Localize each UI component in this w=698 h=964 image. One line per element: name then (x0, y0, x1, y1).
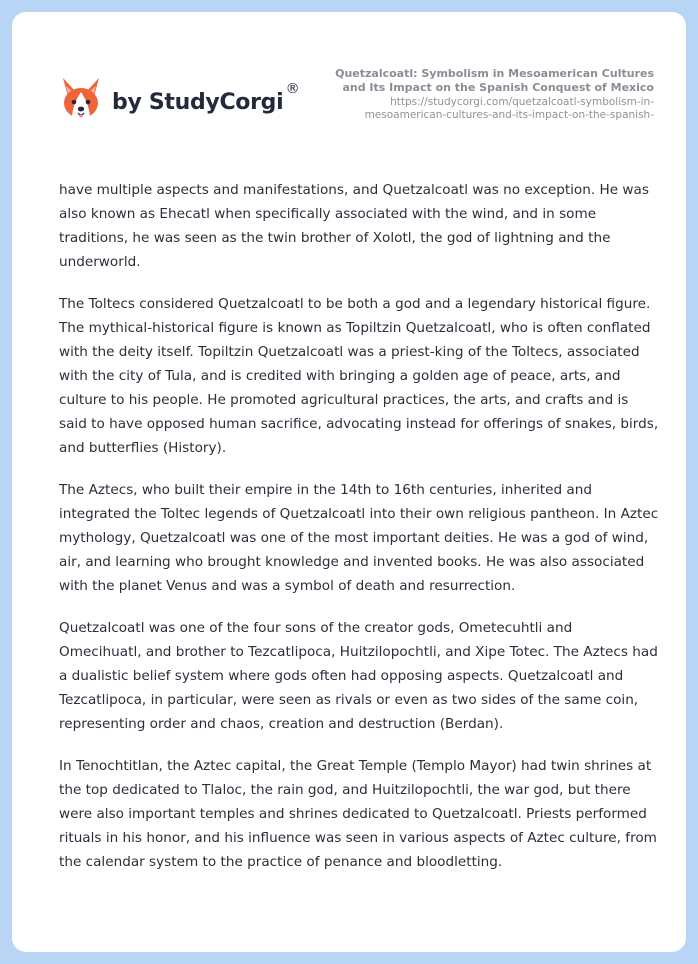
document-title: Quetzalcoatl: Symbolism in Mesoamerican Cultures and Its Impact on the Spanish Conquest of Mexico (335, 67, 654, 94)
document-url[interactable]: https://studycorgi.com/quetzalcoatl-symbolism-in-mesoamerican-cultures-and-its-impact-on-the-spanish- (364, 96, 654, 121)
brand-name-text: by StudyCorgi (112, 89, 284, 115)
registered-mark: ® (285, 80, 300, 97)
paragraph: The Aztecs, who built their empire in the 14th to 16th centuries, inherited and integrated the Toltec legends of Quetzalcoatl into their own religious pantheon. In Aztec mythology, Quetzalcoatl was one of the most important deities. He was a god of wind, air, and learning who brought knowledge and invented books. He was also associated with the planet Venus and was a symbol of death and resurrection. (59, 482, 659, 594)
document-body (59, 178, 659, 892)
paragraph: The Toltecs considered Quetzalcoatl to be both a god and a legendary historical figure. The mythical-historical figure is known as Topiltzin Quetzalcoatl, who is often conflated with the deity itself. Topiltzin Quetzalcoatl was a priest-king of the Toltecs, associated with the city of Tula, and is credited with bringing a golden age of peace, arts, and culture to his people. He promoted agricultural practices, the arts, and crafts and is said to have opposed human sacrifice, advocating instead for offerings of snakes, birds, and butterflies (History). (59, 296, 659, 456)
corgi-head-icon (60, 76, 102, 122)
studycorgi-logo[interactable] (60, 76, 300, 122)
brand-name (112, 80, 300, 115)
paragraph: have multiple aspects and manifestations, and Quetzalcoatl was no exception. He was also known as Ehecatl when specifically associated with the wind, and in some traditions, he was seen as the twin brother of Xolotl, the god of lightning and the underworld. (59, 182, 649, 270)
document-page (12, 12, 686, 952)
paragraph: In Tenochtitlan, the Aztec capital, the Great Temple (Templo Mayor) had twin shrines at the top dedicated to Tlaloc, the rain god, and Huitzilopochtli, the war god, but there were also important temples and shrines dedicated to Quetzalcoatl. Priests performed rituals in his honor, and his influence was seen in various aspects of Aztec culture, from the calendar system to the practice of penance and bloodletting. (59, 758, 657, 870)
document-meta (314, 67, 654, 122)
paragraph: Quetzalcoatl was one of the four sons of the creator gods, Ometecuhtli and Omecihuatl, and brother to Tezcatlipoca, Huitzilopochtli, and Xipe Totec. The Aztecs had a dualistic belief system where gods often had opposing aspects. Quetzalcoatl and Tezcatlipoca, in particular, were seen as rivals or even as two sides of the same coin, representing order and chaos, creation and destruction (Berdan). (59, 620, 658, 732)
page-header (12, 12, 686, 152)
